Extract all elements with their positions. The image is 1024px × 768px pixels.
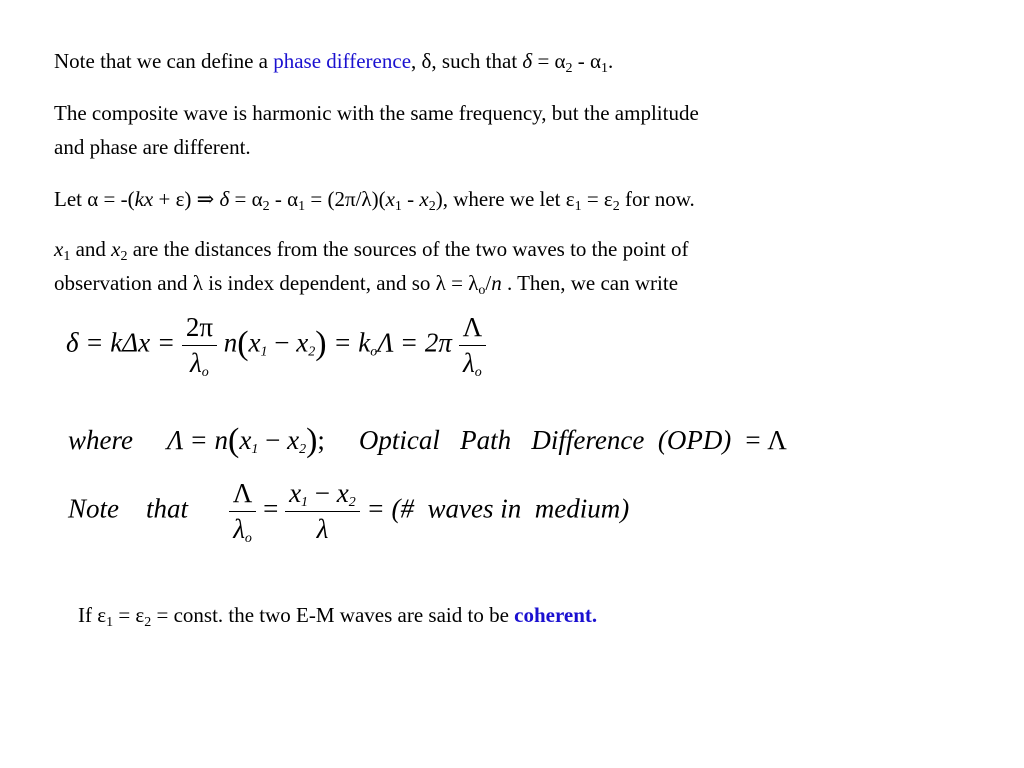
phase-difference-sentence: Note that we can define a phase difference, δ, such that $\delta = \alpha_2 - \alpha_1$. bbox=[54, 49, 614, 76]
coherent-sentence: If $\varepsilon_1 = \varepsilon_2$ = const. the two E-M waves are said to be coherent. bbox=[78, 603, 598, 630]
distances-line-1: $x_1$ and $x_2$ are the distances from the sources of the two waves to the point of bbox=[54, 237, 689, 264]
equation-waves-in-medium: Note that $\frac{\Lambda}{\lambda_o}$ = $\frac{x_1 - x_2}{\lambda}$ = (# waves in medium) bbox=[68, 478, 630, 546]
phase-difference-term: phase difference bbox=[273, 49, 412, 73]
fraction-path-difference-over-lambda: $\frac{x_1 - x_2}{\lambda}$ bbox=[285, 478, 360, 545]
coherent-term: coherent. bbox=[514, 603, 598, 627]
composite-wave-line-1: The composite wave is harmonic with the same frequency, but the amplitude bbox=[54, 101, 699, 125]
fraction-lambda-over-lambda-o-2: $\frac{\Lambda}{\lambda_o}$ bbox=[229, 478, 257, 545]
fraction-lambda-over-lambda-o: $\frac{\Lambda}{\lambda_o}$ bbox=[459, 312, 487, 379]
equation-delta: δ = kΔx = $\frac{2\pi}{\lambda_o}$ $n(x_1 - x_2) = k_o\Lambda = 2\pi$ $\frac{\Lambda}{\lambda_o}$ bbox=[66, 312, 486, 379]
composite-wave-line-2: and phase are different. bbox=[54, 135, 251, 159]
let-alpha-sentence: Let α = -(kx + ε) ⇒ $\delta = \alpha_2 - \alpha_1 = (2\pi/\lambda)(x_1 - x_2)$, where we let $\varepsilon_1 = \varepsilon_2$ for now. bbox=[54, 187, 695, 214]
fraction-2pi-over-lambda-o: $\frac{2\pi}{\lambda_o}$ bbox=[182, 312, 217, 379]
distances-line-2: observation and λ is index dependent, and so $\lambda = \lambda_o/n$ . Then, we can write bbox=[54, 271, 679, 298]
equation-opd: where $\Lambda = n(x_1 - x_2)$; Optical Path Difference (OPD) = Λ bbox=[68, 422, 787, 459]
